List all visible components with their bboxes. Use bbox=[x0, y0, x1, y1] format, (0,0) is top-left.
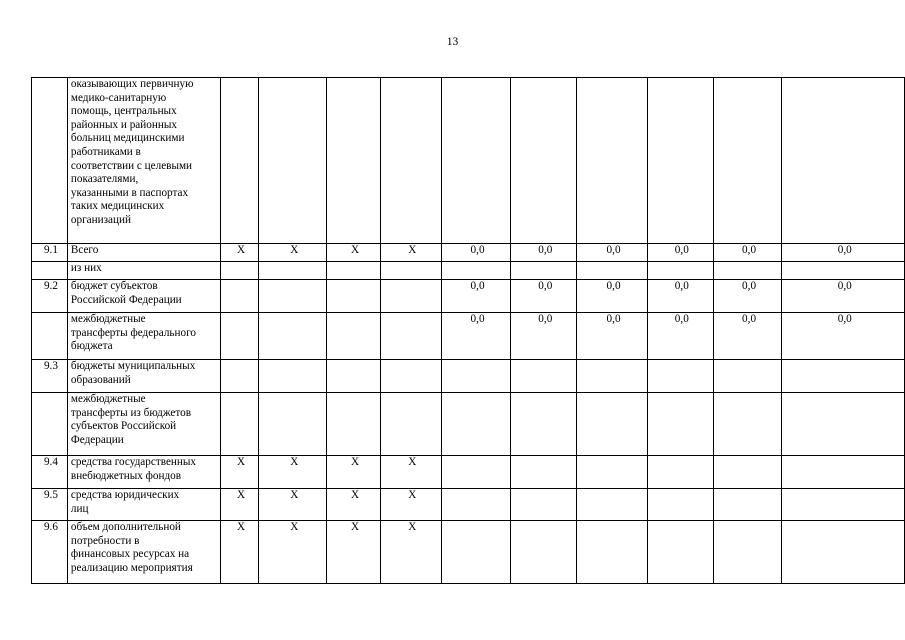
value-cell: 0,0 bbox=[577, 244, 648, 262]
x-mark-cell bbox=[259, 393, 327, 456]
row-name bbox=[67, 521, 220, 584]
row-number: 9.1 bbox=[32, 244, 68, 262]
x-mark-cell: X bbox=[327, 489, 381, 521]
row-name bbox=[67, 313, 220, 360]
x-mark-cell bbox=[327, 360, 381, 393]
table-row bbox=[32, 313, 905, 360]
row-name-line: организаций bbox=[70, 213, 131, 226]
value-cell bbox=[577, 262, 648, 280]
row-name-line: образований bbox=[70, 373, 131, 386]
row-number: 9.6 bbox=[32, 521, 68, 584]
x-mark-cell bbox=[380, 262, 441, 280]
value-cell: 0,0 bbox=[647, 280, 713, 313]
value-cell bbox=[713, 489, 782, 521]
row-name-line: реализацию мероприятия bbox=[70, 561, 193, 574]
table-row bbox=[32, 262, 905, 280]
value-cell bbox=[782, 262, 905, 280]
value-cell bbox=[511, 456, 577, 489]
x-mark-cell bbox=[327, 313, 381, 360]
value-cell bbox=[441, 262, 511, 280]
table-row bbox=[32, 456, 905, 489]
x-mark-cell bbox=[259, 262, 327, 280]
row-name-line: трансферты федерального bbox=[70, 326, 196, 339]
value-cell bbox=[713, 393, 782, 456]
table-row bbox=[32, 360, 905, 393]
x-mark-cell: X bbox=[259, 244, 327, 262]
x-mark-cell bbox=[327, 78, 381, 244]
value-cell bbox=[577, 456, 648, 489]
x-mark-cell: X bbox=[380, 244, 441, 262]
x-mark-cell bbox=[259, 313, 327, 360]
x-mark-cell bbox=[259, 78, 327, 244]
value-cell bbox=[441, 393, 511, 456]
value-cell: 0,0 bbox=[441, 280, 511, 313]
x-mark-cell bbox=[220, 313, 259, 360]
x-mark-cell bbox=[220, 280, 259, 313]
x-mark-cell bbox=[220, 360, 259, 393]
value-cell bbox=[577, 360, 648, 393]
row-name-line: объем дополнительной bbox=[70, 521, 181, 533]
value-cell bbox=[511, 78, 577, 244]
x-mark-cell bbox=[220, 262, 259, 280]
value-cell bbox=[511, 360, 577, 393]
row-name-line: лиц bbox=[70, 502, 89, 515]
row-name-line: средства юридических bbox=[70, 489, 180, 501]
table-row bbox=[32, 489, 905, 521]
value-cell bbox=[441, 456, 511, 489]
row-name-line: Всего bbox=[70, 244, 99, 256]
value-cell bbox=[511, 393, 577, 456]
row-name-line: бюджет субъектов bbox=[70, 280, 158, 292]
x-mark-cell: X bbox=[220, 521, 259, 584]
table-row bbox=[32, 280, 905, 313]
row-name-line: межбюджетные bbox=[70, 393, 146, 405]
x-mark-cell: X bbox=[380, 489, 441, 521]
row-name bbox=[67, 280, 220, 313]
table-row bbox=[32, 521, 905, 584]
value-cell: 0,0 bbox=[511, 313, 577, 360]
value-cell bbox=[511, 262, 577, 280]
x-mark-cell bbox=[327, 262, 381, 280]
value-cell: 0,0 bbox=[511, 244, 577, 262]
row-name-line: средства государственных bbox=[70, 456, 196, 468]
row-name-line: субъектов Российской bbox=[70, 420, 177, 433]
row-number bbox=[32, 78, 68, 244]
table-row bbox=[32, 393, 905, 456]
row-name-line: финансовых ресурсах на bbox=[70, 548, 190, 561]
row-number: 9.2 bbox=[32, 280, 68, 313]
row-name-line: работниками в bbox=[70, 145, 141, 158]
value-cell bbox=[441, 489, 511, 521]
value-cell bbox=[441, 78, 511, 244]
x-mark-cell bbox=[327, 280, 381, 313]
value-cell bbox=[441, 360, 511, 393]
row-number: 9.3 bbox=[32, 360, 68, 393]
value-cell: 0,0 bbox=[647, 244, 713, 262]
value-cell bbox=[577, 393, 648, 456]
row-name-line: показателями, bbox=[70, 173, 139, 186]
row-name bbox=[67, 489, 220, 521]
row-number: 9.5 bbox=[32, 489, 68, 521]
x-mark-cell bbox=[327, 393, 381, 456]
value-cell bbox=[647, 521, 713, 584]
table-row bbox=[32, 78, 905, 244]
value-cell bbox=[647, 262, 713, 280]
x-mark-cell bbox=[220, 393, 259, 456]
value-cell: 0,0 bbox=[441, 313, 511, 360]
row-name-line: соответствии с целевыми bbox=[70, 159, 193, 172]
row-name-line: межбюджетные bbox=[70, 313, 146, 325]
x-mark-cell: X bbox=[327, 456, 381, 489]
value-cell bbox=[782, 393, 905, 456]
x-mark-cell bbox=[380, 393, 441, 456]
row-name-line: помощь, центральных bbox=[70, 105, 177, 118]
row-name-line: бюджеты муниципальных bbox=[70, 360, 196, 372]
row-name-line: из них bbox=[70, 262, 102, 274]
x-mark-cell bbox=[259, 280, 327, 313]
value-cell bbox=[647, 393, 713, 456]
value-cell bbox=[713, 521, 782, 584]
row-name-line: районных и районных bbox=[70, 118, 177, 131]
row-name-line: Федерации bbox=[70, 433, 124, 446]
x-mark-cell bbox=[380, 78, 441, 244]
x-mark-cell: X bbox=[220, 244, 259, 262]
value-cell bbox=[647, 360, 713, 393]
row-name-line: больниц медицинскими bbox=[70, 132, 185, 145]
value-cell bbox=[782, 78, 905, 244]
page-number: 13 bbox=[446, 36, 459, 48]
x-mark-cell bbox=[220, 78, 259, 244]
value-cell bbox=[577, 489, 648, 521]
value-cell: 0,0 bbox=[577, 280, 648, 313]
row-name-line: внебюджетных фондов bbox=[70, 469, 182, 482]
value-cell: 0,0 bbox=[713, 280, 782, 313]
row-name bbox=[67, 456, 220, 489]
row-name-line: бюджета bbox=[70, 340, 113, 353]
value-cell bbox=[713, 456, 782, 489]
value-cell bbox=[782, 489, 905, 521]
value-cell: 0,0 bbox=[782, 280, 905, 313]
row-name-line: таких медицинских bbox=[70, 200, 165, 213]
value-cell bbox=[441, 521, 511, 584]
value-cell: 0,0 bbox=[647, 313, 713, 360]
row-number bbox=[32, 393, 68, 456]
table-row bbox=[32, 244, 905, 262]
value-cell bbox=[782, 521, 905, 584]
x-mark-cell: X bbox=[327, 244, 381, 262]
x-mark-cell: X bbox=[220, 456, 259, 489]
value-cell: 0,0 bbox=[511, 280, 577, 313]
value-cell bbox=[647, 456, 713, 489]
value-cell bbox=[713, 78, 782, 244]
x-mark-cell bbox=[380, 280, 441, 313]
value-cell bbox=[782, 456, 905, 489]
value-cell: 0,0 bbox=[782, 313, 905, 360]
value-cell: 0,0 bbox=[782, 244, 905, 262]
row-name bbox=[67, 393, 220, 456]
row-name-line: указанными в паспортах bbox=[70, 186, 189, 199]
value-cell bbox=[713, 262, 782, 280]
row-number bbox=[32, 262, 68, 280]
row-name bbox=[67, 262, 220, 280]
row-name-line: трансферты из бюджетов bbox=[70, 406, 191, 419]
value-cell: 0,0 bbox=[441, 244, 511, 262]
x-mark-cell: X bbox=[380, 521, 441, 584]
x-mark-cell: X bbox=[259, 456, 327, 489]
x-mark-cell bbox=[259, 360, 327, 393]
x-mark-cell: X bbox=[259, 489, 327, 521]
row-name-line: потребности в bbox=[70, 534, 140, 547]
value-cell bbox=[577, 78, 648, 244]
x-mark-cell bbox=[380, 313, 441, 360]
row-number bbox=[32, 313, 68, 360]
x-mark-cell: X bbox=[327, 521, 381, 584]
value-cell bbox=[647, 78, 713, 244]
x-mark-cell: X bbox=[380, 456, 441, 489]
row-name bbox=[67, 360, 220, 393]
value-cell: 0,0 bbox=[713, 244, 782, 262]
row-name-line: Российской Федерации bbox=[70, 293, 182, 306]
budget-table bbox=[31, 77, 905, 584]
value-cell: 0,0 bbox=[577, 313, 648, 360]
x-mark-cell: X bbox=[259, 521, 327, 584]
x-mark-cell bbox=[380, 360, 441, 393]
row-name-line: оказывающих первичную bbox=[70, 78, 194, 90]
value-cell: 0,0 bbox=[713, 313, 782, 360]
value-cell bbox=[647, 489, 713, 521]
x-mark-cell: X bbox=[220, 489, 259, 521]
value-cell bbox=[511, 489, 577, 521]
value-cell bbox=[511, 521, 577, 584]
value-cell bbox=[713, 360, 782, 393]
row-name-line: медико-санитарную bbox=[70, 91, 167, 104]
value-cell bbox=[577, 521, 648, 584]
row-number: 9.4 bbox=[32, 456, 68, 489]
row-name bbox=[67, 78, 220, 244]
row-name bbox=[67, 244, 220, 262]
value-cell bbox=[782, 360, 905, 393]
